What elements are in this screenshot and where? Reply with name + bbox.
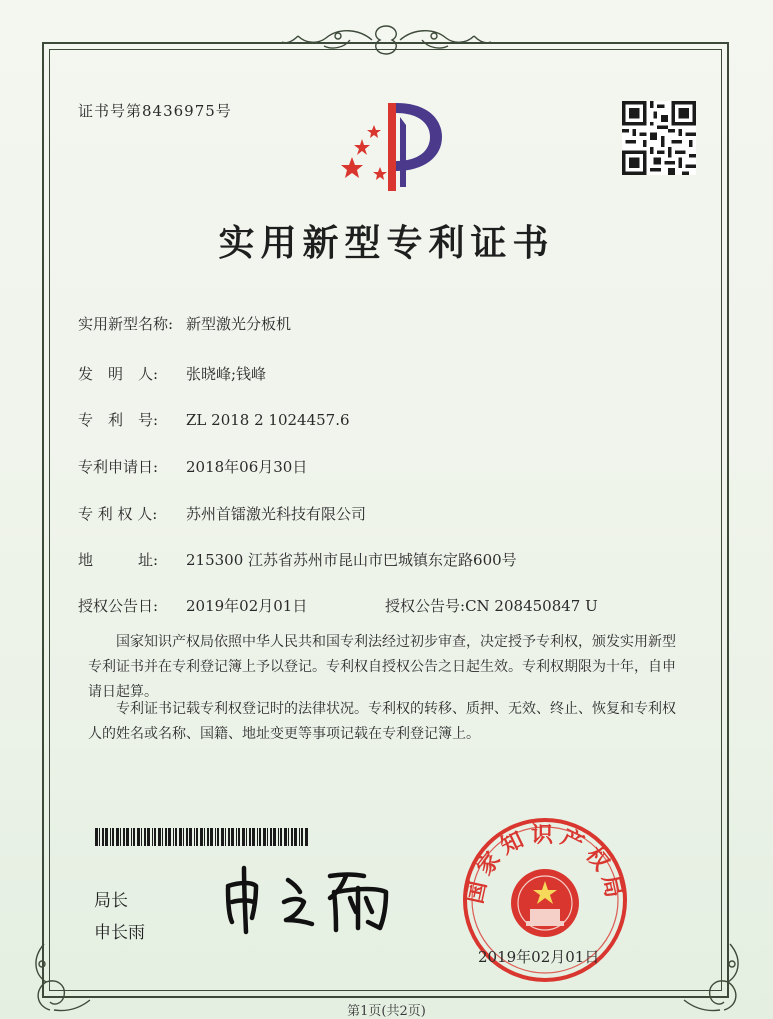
field-label: 授权公告日: — [78, 597, 159, 615]
director-title: 局长 — [94, 891, 128, 911]
top-ornament-icon — [280, 22, 493, 58]
field-address — [78, 549, 517, 570]
legal-status-paragraph: 专利证书记载专利权登记时的法律状况。专利权的转移、质押、无效、终止、恢复和专利权人的姓名或名称、国籍、地址变更等事项记载在专利登记簿上。 — [88, 701, 676, 742]
certificate-number: 证书号第8436975号 — [78, 102, 232, 120]
field-value: 2019年02月01日 — [186, 597, 308, 615]
field-grant-publication-number — [385, 595, 598, 616]
field-label: 专 利 权 人: — [78, 505, 158, 523]
field-label: 专 利 号: — [78, 411, 159, 429]
certificate-title: 实用新型专利证书 — [218, 222, 555, 264]
qr-code-icon — [622, 101, 696, 175]
field-value: 苏州首镭激光科技有限公司 — [186, 505, 367, 523]
director-name: 申长雨 — [94, 923, 145, 943]
barcode-icon — [95, 828, 311, 846]
field-value: ZL 2018 2 1024457.6 — [186, 411, 350, 429]
field-value: 215300 江苏省苏州市昆山市巴城镇东定路600号 — [186, 551, 517, 569]
field-label: 专利申请日: — [78, 458, 159, 476]
field-value: 2018年06月30日 — [186, 458, 308, 476]
field-utility-model-name — [78, 313, 291, 334]
field-grant-publication-date — [78, 595, 307, 616]
field-application-date — [78, 456, 307, 477]
field-inventor — [78, 363, 266, 384]
seal-date: 2019年02月01日 — [478, 948, 600, 966]
director-signature-icon — [218, 858, 418, 938]
field-value: 新型激光分板机 — [186, 315, 292, 333]
field-value: 张晓峰;钱峰 — [186, 365, 267, 383]
field-patent-number — [78, 409, 350, 430]
field-label: 地 址: — [78, 551, 159, 569]
field-label: 发 明 人: — [78, 365, 159, 383]
field-label: 授权公告号: — [385, 597, 466, 615]
seal-text: 国家知识产权局 — [462, 822, 628, 906]
field-label: 实用新型名称: — [78, 315, 174, 333]
grant-statement-paragraph: 国家知识产权局依照中华人民共和国专利法经过初步审查，决定授予专利权，颁发实用新型专利证书并在专利登记簿上予以登记。专利权自授权公告之日起生效。专利权期限为十年，自申请日起算。 — [88, 634, 676, 700]
page-footer: 第1页(共2页) — [347, 1004, 426, 1019]
field-patentee — [78, 503, 366, 524]
patent-office-logo-icon — [330, 95, 450, 195]
field-value: CN 208450847 U — [465, 597, 598, 615]
